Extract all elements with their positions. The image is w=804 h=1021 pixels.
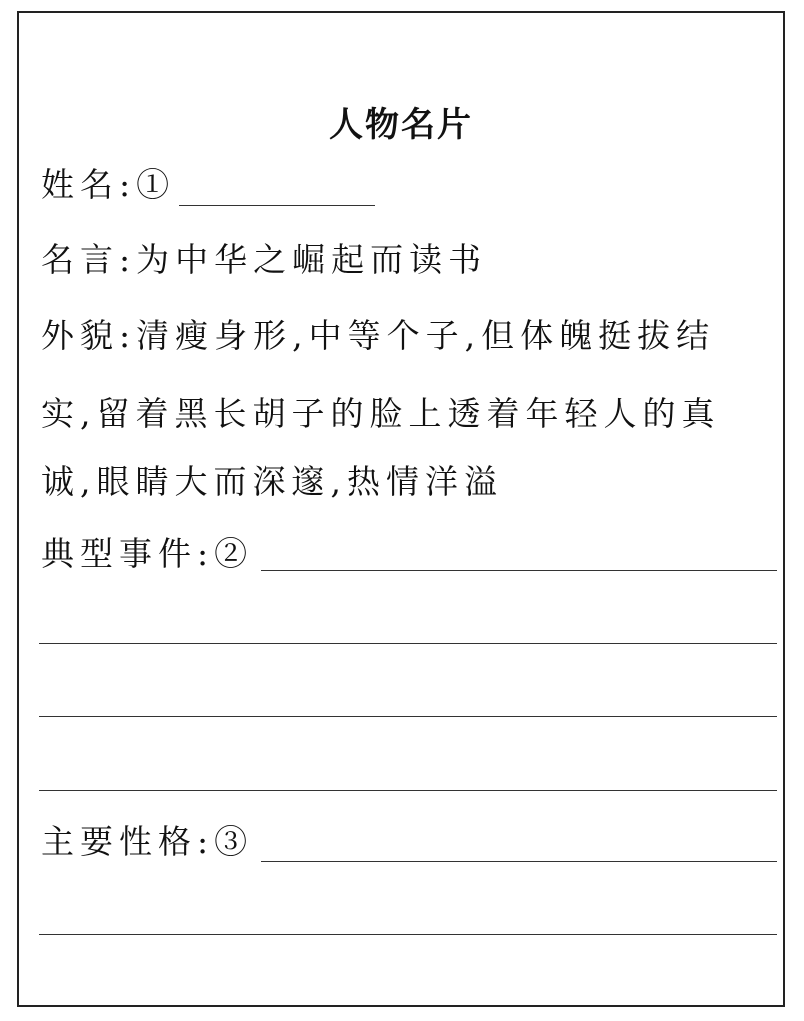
- card-title: 人物名片: [329, 105, 473, 145]
- event-answer-line-2[interactable]: [39, 643, 777, 644]
- event-label: 典型事件:②: [41, 534, 254, 573]
- personality-answer-line-1[interactable]: [261, 861, 777, 862]
- quote-label: 名言:: [41, 240, 137, 279]
- appearance-text-2: 实,留着黑长胡子的脸上透着年轻人的真: [41, 394, 721, 433]
- event-answer-line-4[interactable]: [39, 790, 777, 791]
- character-card: [17, 11, 785, 1007]
- quote-text: 为中华之崛起而读书: [136, 240, 488, 279]
- personality-label: 主要性格:③: [41, 822, 254, 861]
- name-label: 姓名:①: [41, 165, 176, 204]
- name-answer-line[interactable]: [179, 205, 375, 206]
- event-answer-line-3[interactable]: [39, 716, 777, 717]
- personality-answer-line-2[interactable]: [39, 934, 777, 935]
- appearance-text-1: 清瘦身形,中等个子,但体魄挺拔结: [136, 316, 716, 355]
- appearance-row-1: [41, 316, 716, 355]
- quote-row: [41, 240, 488, 279]
- event-answer-line-1[interactable]: [261, 570, 777, 571]
- appearance-label: 外貌:: [41, 316, 137, 355]
- appearance-text-3: 诚,眼睛大而深邃,热情洋溢: [41, 462, 503, 501]
